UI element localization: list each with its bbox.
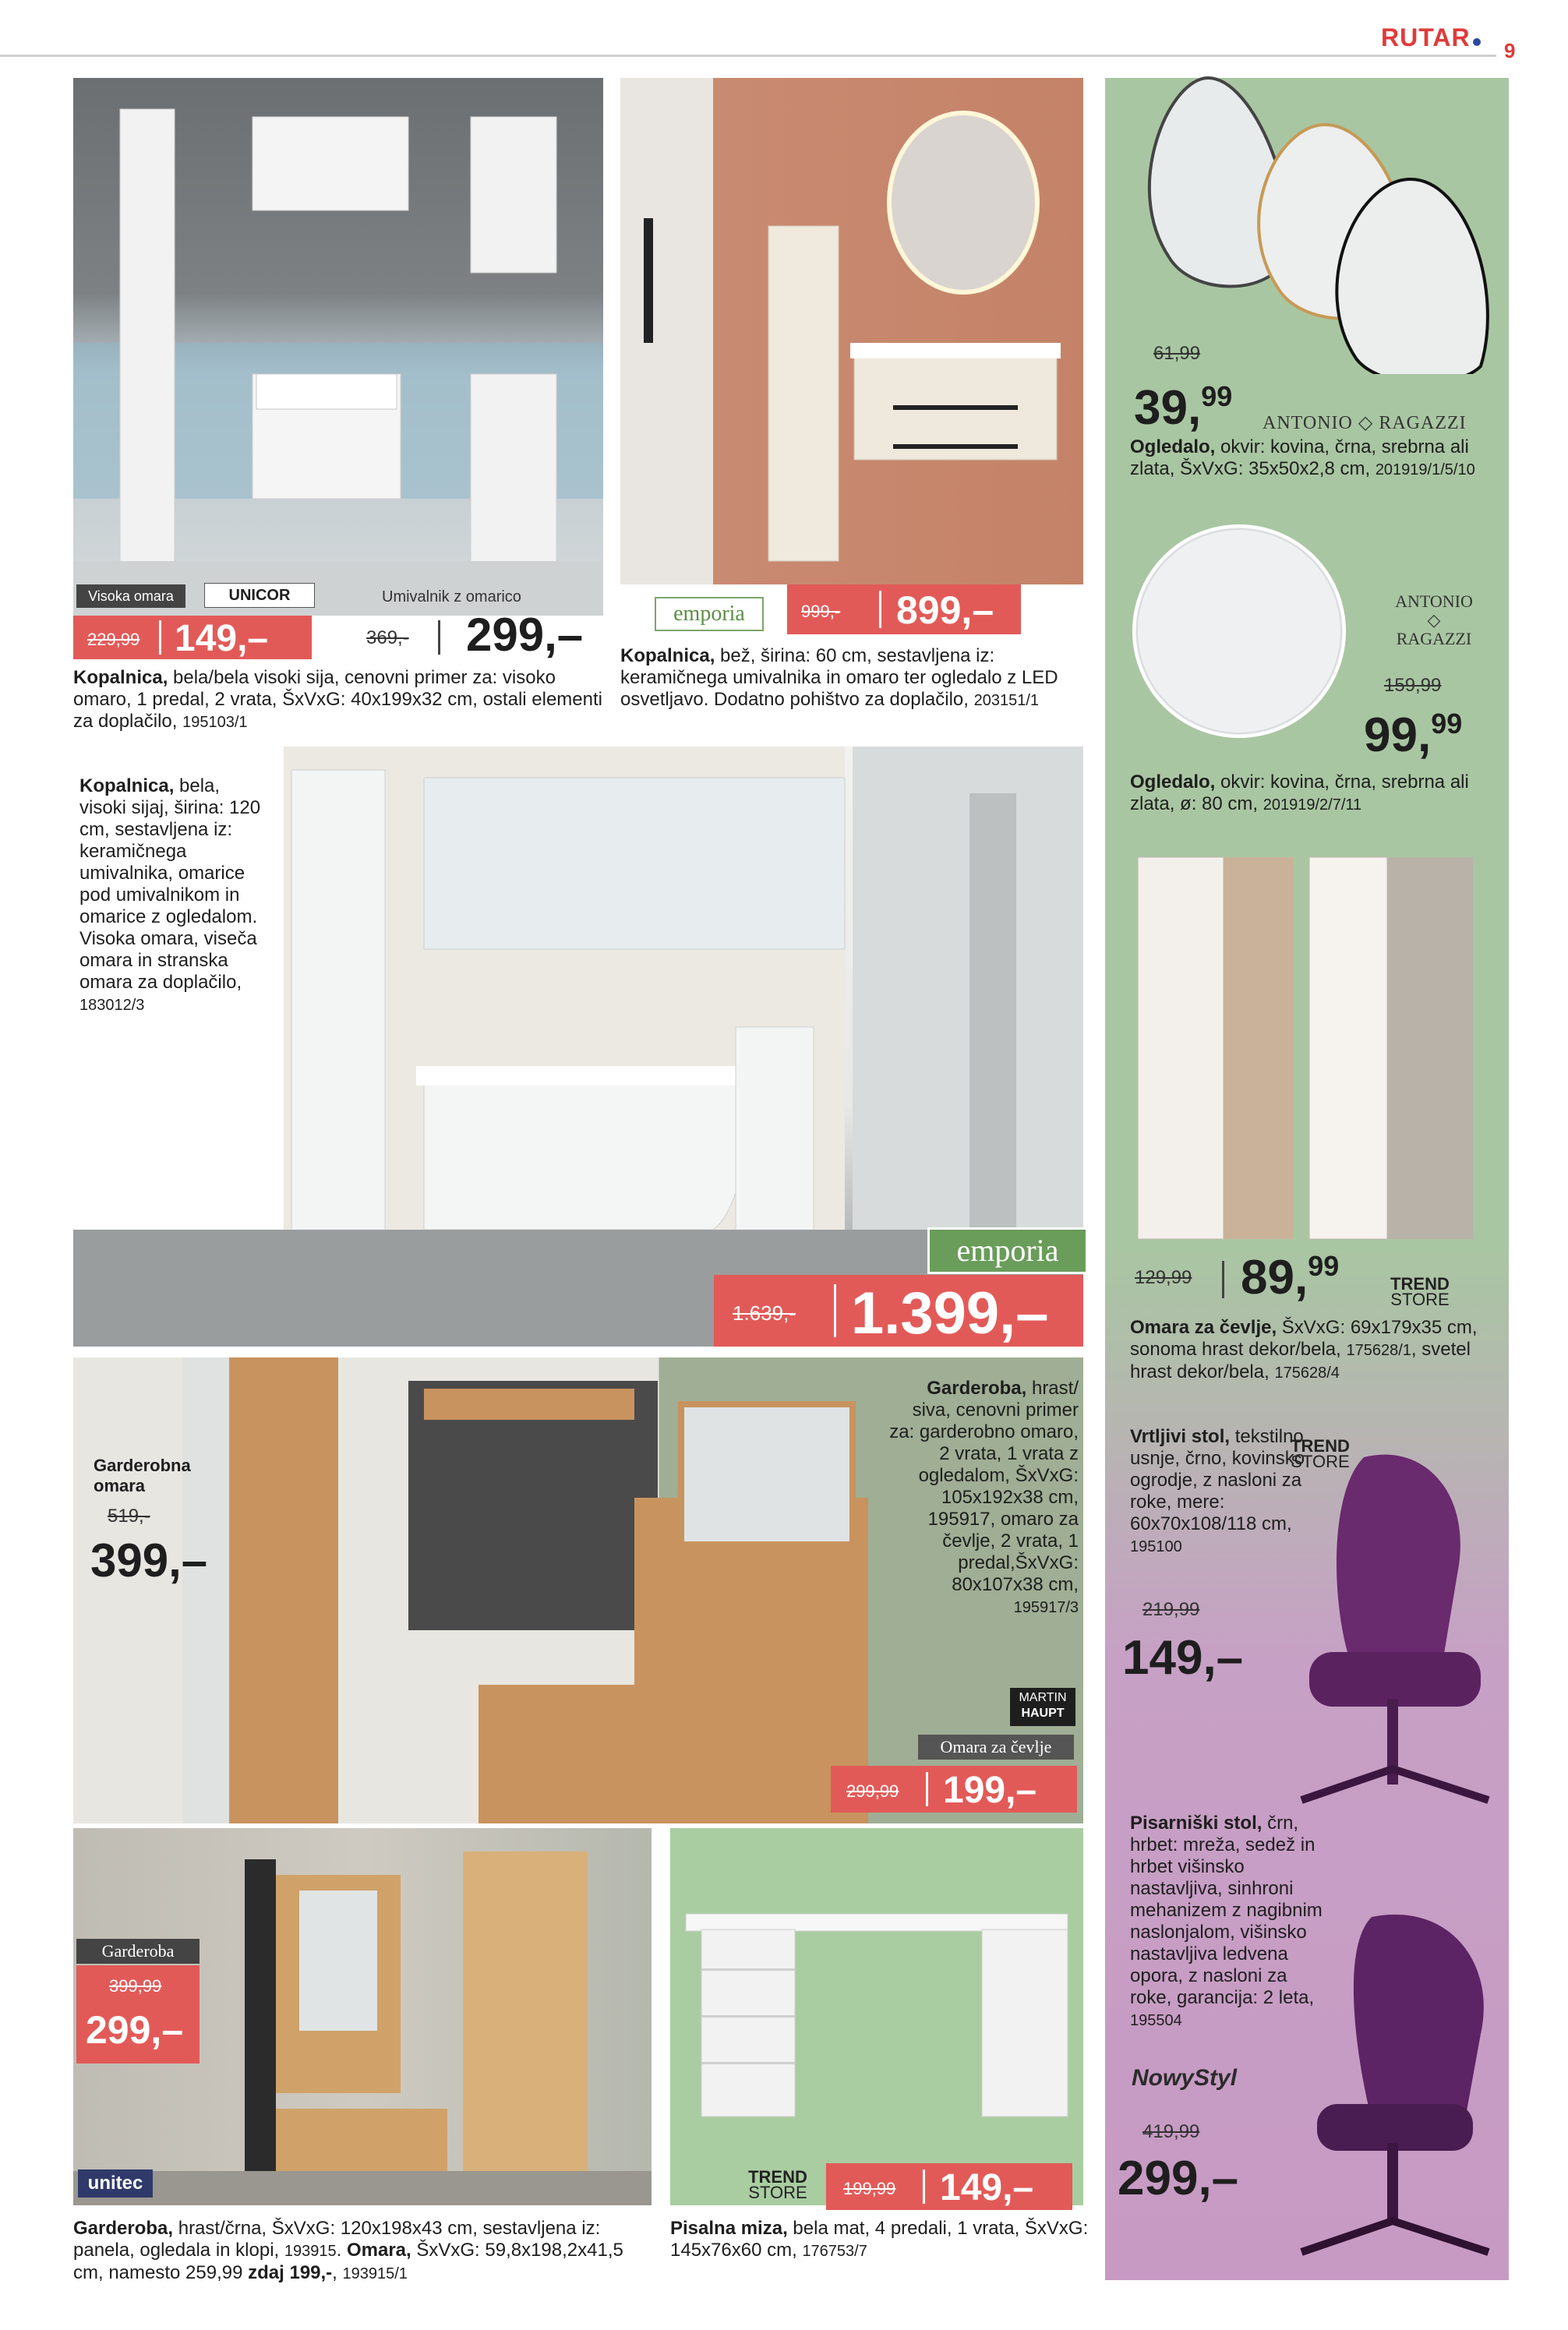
desc-kopalnica-bez: Kopalnica, bež, širina: 60 cm, sestavljena iz: keramičnega umivalnika in omaro ter ogledalo z LED osvetljavo. Dodatno pohištvo za doplačilo, 203151/1 xyxy=(620,645,1058,710)
price-ogledalo-oval: 39,99 xyxy=(1134,380,1233,435)
emporia-logo: emporia xyxy=(655,597,764,631)
price: 149,– xyxy=(940,2167,1034,2208)
mirrors-oval-illustration xyxy=(1122,62,1496,374)
price-ogledalo-okroglo: 99,99 xyxy=(1364,708,1463,762)
old-price: 399,99 xyxy=(109,1976,162,1996)
trend-store-logo-3: TREND STORE xyxy=(748,2167,807,2202)
old-price-omara-cevlje: 129,99 xyxy=(1135,1267,1192,1288)
price-separator xyxy=(1222,1261,1224,1298)
unitec-logo: unitec xyxy=(78,2169,153,2198)
gaming-chair-illustration xyxy=(1270,1434,1504,1839)
desk-illustration xyxy=(670,1828,1083,2205)
old-price: 229,99 xyxy=(87,630,140,649)
header-divider xyxy=(0,55,1496,57)
price-tag-visoka-omara xyxy=(73,616,312,659)
mirror-round-illustration xyxy=(1122,514,1372,748)
old-price: 1.639,- xyxy=(733,1301,796,1325)
page-number: 9 xyxy=(1504,39,1516,62)
price-tag-garderoba xyxy=(76,1965,200,2063)
desc-kopalnica-bela: Kopalnica, bela/bela visoki sija, cenovni primer za: visoko omaro, 1 predal, 2 vrata, ŠxVxG: 40x199x32 cm, ostali elementi za doplačilo, 195103/1 xyxy=(73,667,602,732)
price-separator xyxy=(879,591,881,628)
desc-ogledalo-oval: Ogledalo, okvir: kovina, črna, srebrna ali zlata, ŠxVxG: 35x50x2,8 cm, 201919/1/5/10 xyxy=(1130,436,1475,479)
price: 299,– xyxy=(86,2008,184,2052)
nowystyl-logo: NowyStyl xyxy=(1132,2065,1238,2091)
martin-haupt-logo: MARTIN HAUPT xyxy=(1010,1688,1075,1726)
desc-omara-cevlje: Omara za čevlje, ŠxVxG: 69x179x35 cm, sonoma hrast dekor/bela, 175628/1, svetel hrast dekor/bela, 175628/4 xyxy=(1130,1317,1478,1382)
label-omara-za-cevlje: Omara za čevlje xyxy=(918,1735,1074,1760)
desc-kopalnica-bela-sijaj: Kopalnica, bela, visoki sijaj, širina: 120 cm, sestavljena iz: keramičnega umivalnika, omarice pod umivalnikom in omarice z ogledalom. Visoka omara, viseča omara in stranska omara za doplačilo, 183012/3 xyxy=(79,775,261,1014)
price-garderobna: 399,– xyxy=(90,1534,208,1587)
desc-garderoba-hrast: Garderoba, hrast/ siva, cenovni primer za: garderobno omaro, 2 vrata, 1 vrata z ogledalom, ŠxVxG: 105x192x38 cm, 195917, omaro za čevlje, 2 vrata, 1 predal,ŠxVxG: 80x107x38 cm, 195917/3 xyxy=(889,1378,1079,1616)
antonio-ragazzi-logo-2: ANTONIO ◇ RAGAZZI xyxy=(1395,591,1473,648)
bathroom-white-illustration xyxy=(73,78,603,616)
desc-pisalna-miza: Pisalna miza, bela mat, 4 predali, 1 vrata, ŠxVxG: 145x76x60 cm, 176753/7 xyxy=(670,2218,1089,2261)
shoe-cabinets-illustration xyxy=(1130,849,1489,1255)
price-separator xyxy=(923,2169,925,2204)
price: 199,– xyxy=(943,1770,1037,1811)
price-separator xyxy=(834,1284,836,1337)
old-price-vrtljivi-stol: 219,99 xyxy=(1142,1599,1200,1620)
trend-store-logo: TREND STORE xyxy=(1390,1274,1450,1309)
price-separator xyxy=(159,620,161,655)
old-price-umivalnik: 369,- xyxy=(366,627,409,648)
office-chair-illustration xyxy=(1270,1901,1504,2275)
price-tag-omara-za-cevlje xyxy=(831,1766,1077,1813)
desc-vrtljivi-stol: Vrtljivi stol, tekstilno usnje, črno, kovinsko ogrodje, z nasloni za roke, mere: 60x70x108/118 cm, 195100 xyxy=(1130,1426,1305,1555)
price-separator xyxy=(438,620,440,655)
trend-store-logo-2: TREND STORE xyxy=(1291,1436,1350,1471)
old-price-ogledalo-okroglo: 159,99 xyxy=(1384,675,1442,696)
bathroom-beige-photo xyxy=(620,78,1083,584)
old-price: 299,99 xyxy=(846,1781,899,1801)
unicor-logo: UNICOR xyxy=(204,583,315,608)
label-visoka-omara: Visoka omara xyxy=(76,584,185,608)
old-price: 199,99 xyxy=(843,2179,896,2198)
label-garderoba: Garderoba xyxy=(76,1939,200,1964)
price-omara-cevlje: 89,99 xyxy=(1241,1250,1340,1304)
price-pisarniski-stol: 299,– xyxy=(1118,2152,1239,2205)
price: 1.399,– xyxy=(851,1280,1049,1347)
desk-photo xyxy=(670,1828,1083,2205)
price-tag-kopalnica-velika xyxy=(714,1275,1083,1347)
desc-ogledalo-okroglo: Ogledalo, okvir: kovina, črna, srebrna ali zlata, ø: 80 cm, 201919/2/7/11 xyxy=(1130,771,1469,814)
bathroom-beige-illustration xyxy=(620,78,1083,584)
desc-garderoba-hrast-crna: Garderoba, hrast/črna, ŠxVxG: 120x198x43 cm, sestavljena iz: panela, ogledala in klopi, 193915. Omara, ŠxVxG: 59,8x198,2x41,5 cm, namesto 259,99 zdaj 199,-, 193915/1 xyxy=(73,2218,623,2283)
price: 899,– xyxy=(896,588,994,632)
price-vrtljivi-stol: 149,– xyxy=(1122,1631,1244,1685)
brand-logo: RUTAR xyxy=(1381,23,1481,52)
price: 149,– xyxy=(175,618,269,659)
price-umivalnik: 299,– xyxy=(466,609,584,661)
desc-pisarniski-stol: Pisarniški stol, črn, hrbet: mreža, sedež in hrbet višinsko nastavljiva, sinhroni mehanizem z nagibnim naslonjalom, višinsko nastavljiva ledvena opora, z nasloni za roke, garancija: 2 leta, 195504 xyxy=(1130,1813,1323,2029)
old-price-ogledalo-oval: 61,99 xyxy=(1153,343,1201,364)
price-separator xyxy=(926,1772,928,1806)
old-price: 999,- xyxy=(801,602,841,621)
bathroom-white-photo xyxy=(73,78,603,616)
price-tag-kopalnica-bez xyxy=(787,584,1021,634)
label-garderobna-omara: Garderobna omara xyxy=(94,1456,191,1495)
old-price-garderobna: 519,- xyxy=(108,1506,150,1527)
antonio-ragazzi-logo: ANTONIO ◇ RAGAZZI xyxy=(1263,413,1467,433)
old-price-pisarniski-stol: 419,99 xyxy=(1142,2121,1200,2142)
label-umivalnik: Umivalnik z omarico xyxy=(382,588,521,605)
price-tag-pisalna-miza xyxy=(826,2163,1072,2210)
emporia-logo-2: emporia xyxy=(927,1227,1088,1274)
